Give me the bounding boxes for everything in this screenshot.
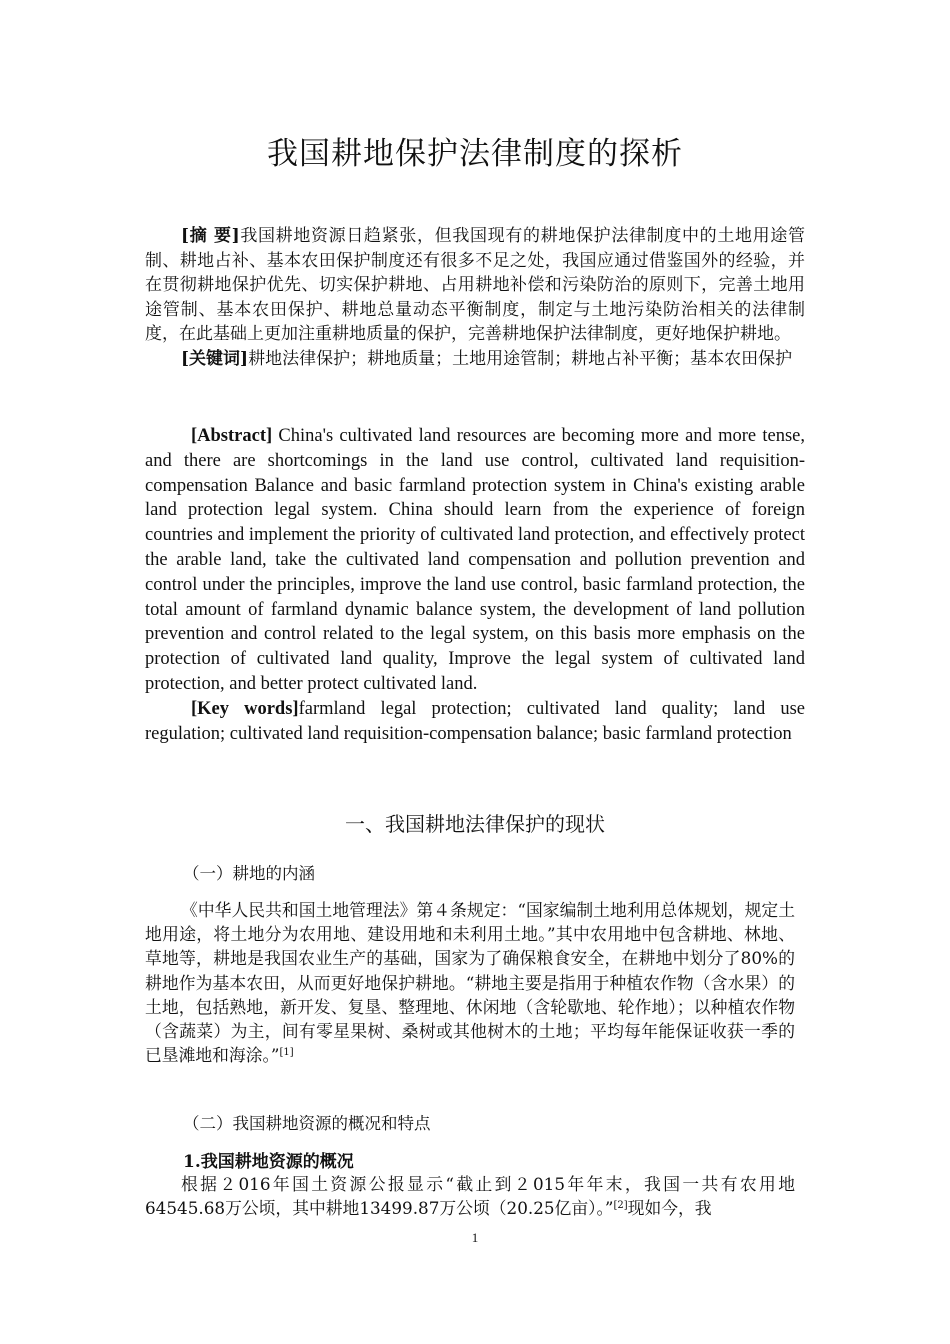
subsection-1-heading: （一）耕地的内涵 xyxy=(183,864,315,883)
citation-1: [1] xyxy=(279,1047,294,1059)
keywords-cn-text: 耕地法律保护；耕地质量；土地用途管制；耕地占补平衡；基本农田保护 xyxy=(248,348,793,369)
abstract-en-text: China's cultivated land resources are becoming more and more tense, and there are shortcomings in the land use control, cultivated land requisition-compensation Balance and basic farmland protection system in China's existing arable land protection legal system. China should learn from the experience of foreign countries and implement the priority of cultivated land protection, and effectively protect the arable land, take the cultivated land compensation and pollution prevention and control under the principles, improve the land use control, basic farmland protection, the total amount of farmland dynamic balance system, the development of land pollution prevention and control related to the legal system, on this basis more emphasis on the protection of cultivated land quality, Improve the legal system of cultivated land protection, and better protect cultivated land. xyxy=(145,426,805,694)
keywords-en-label: [Key words] xyxy=(191,698,299,719)
section-1-heading: 一、我国耕地法律保护的现状 xyxy=(345,812,605,836)
abstract-cn-label: [摘 要] xyxy=(181,226,240,246)
item-1-text: 根据２016年国土资源公报显示“截止到２015年年末，我国一共有农用地64545.68万公顷，其中耕地13499.87万公顷（20.25亿亩）。” xyxy=(145,1174,795,1219)
subsection-1-paragraph xyxy=(145,898,795,1067)
abstract-en xyxy=(145,424,805,746)
item-1-heading: 1.我国耕地资源的概况 xyxy=(183,1152,354,1172)
keywords-en-text: farmland legal protection; cultivated land quality; land use regulation; cultivated land requisition-compensation balance; basic farmland protection xyxy=(145,698,805,744)
abstract-en-label: [Abstract] xyxy=(191,426,273,446)
subsection-1-text: 《中华人民共和国土地管理法》第４条规定：“国家编制土地利用总体规划，规定土地用途，将土地分为农用地、建设用地和未利用土地。”其中农用地中包含耕地、林地、草地等，耕地是我国农业生产的基础，国家为了确保粮食安全，在耕地中划分了80%的耕地作为基本农田，从而更好地保护耕地。“耕地主要是指用于种植农作物（含水果）的土地，包括熟地，新开发、复垦、整理地、休闲地（含轮歇地、轮作地）；以种植农作物（含蔬菜）为主，间有零星果树、桑树或其他树木的土地；平均每年能保证收获一季的已垦滩地和海涂。” xyxy=(145,900,795,1066)
page-title: 我国耕地保护法律制度的探析 xyxy=(267,136,683,172)
item-1-text-continued: 现如今，我 xyxy=(627,1198,712,1219)
abstract-cn xyxy=(145,224,805,372)
page-number: 1 xyxy=(471,1230,479,1245)
citation-2: [2] xyxy=(613,1200,628,1212)
subsection-2-heading: （二）我国耕地资源的概况和特点 xyxy=(183,1114,431,1133)
item-1-paragraph xyxy=(145,1172,795,1220)
keywords-cn-label: [关键词] xyxy=(181,348,249,369)
abstract-cn-text: 我国耕地资源日趋紧张，但我国现有的耕地保护法律制度中的土地用途管制、耕地占补、基本农田保护制度还有很多不足之处，我国应通过借鉴国外的经验，并在贯彻耕地保护优先、切实保护耕地、占用耕地补偿和污染防治的原则下，完善土地用途管制、基本农田保护、耕地总量动态平衡制度，制定与土地污染防治相关的法律制度，在此基础上更加注重耕地质量的保护，完善耕地保护法律制度，更好地保护耕地。 xyxy=(145,226,805,345)
